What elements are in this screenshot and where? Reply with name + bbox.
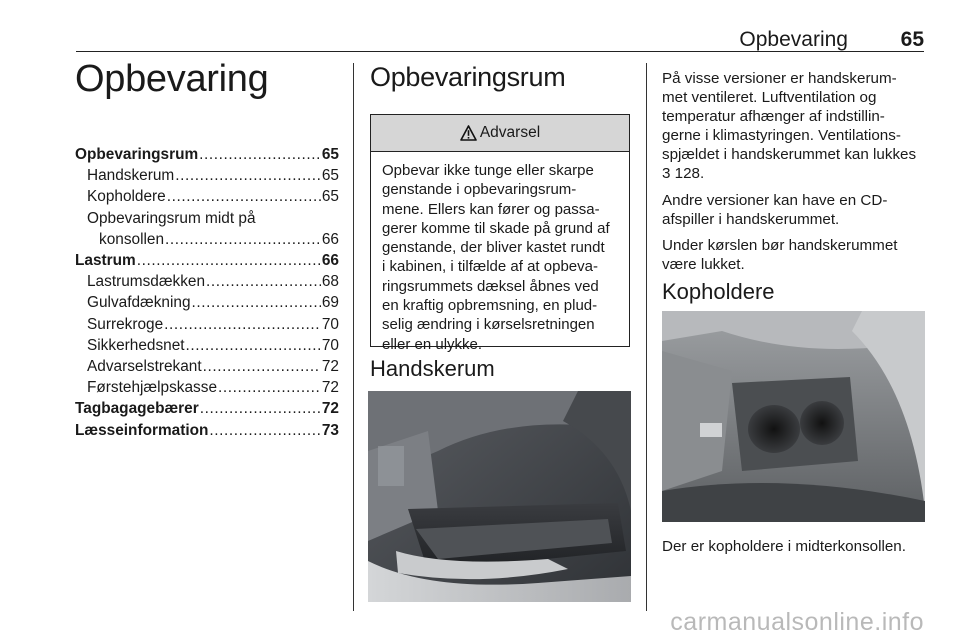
body-line: Under kørslen bør handskerummet <box>662 236 898 254</box>
toc-entry-label: Handskerum <box>87 167 175 185</box>
body-line: være lukket. <box>662 255 745 273</box>
toc-leader-dots <box>167 186 321 207</box>
body-line: met ventileret. Luftventilation og <box>662 89 877 107</box>
toc-entry-page: 65 <box>321 167 339 185</box>
warning-text-line: i kabinen, i tilfælde af at opbeva- <box>382 258 598 276</box>
column-divider-right <box>646 63 647 611</box>
toc-entry[interactable] <box>75 208 339 229</box>
toc-entry-page: 70 <box>321 336 339 354</box>
toc-entry-label: Førstehjælpskasse <box>87 379 218 397</box>
body-line: afspiller i handskerummet. <box>662 210 840 228</box>
toc-entry-label: Tagbagagebærer <box>75 400 199 418</box>
toc-leader-dots <box>137 250 321 271</box>
warning-title: Advarsel <box>479 124 541 141</box>
chapter-title: Opbevaring <box>75 58 269 100</box>
cupholder-photo <box>662 311 925 522</box>
body-line: gerne i klimastyringen. Ventilations- <box>662 127 901 145</box>
toc-leader-dots <box>206 271 321 292</box>
body-paragraph <box>662 236 924 274</box>
glovebox-photo <box>368 391 631 602</box>
toc-entry-label: Læsseinformation <box>75 421 209 439</box>
toc-leader-dots <box>203 356 321 377</box>
warning-text-line: eller en ulykke. <box>382 335 483 353</box>
toc-entry[interactable] <box>75 144 339 165</box>
toc-entry-page: 66 <box>321 230 339 248</box>
warning-box <box>370 114 630 353</box>
toc-entry[interactable] <box>75 165 339 186</box>
toc-entry-page: 73 <box>321 421 339 439</box>
page-number: 65 <box>900 28 924 51</box>
warning-text-line: Opbevar ikke tunge eller skarpe <box>382 162 594 179</box>
toc-entry[interactable] <box>75 292 339 313</box>
toc-entry-label: Surrekroge <box>87 315 164 333</box>
toc-entry-label: Advarselstrekant <box>87 358 202 376</box>
warning-text <box>371 152 629 354</box>
watermark: carmanualsonline.info <box>670 608 924 636</box>
toc-leader-dots <box>200 398 321 419</box>
toc-leader-dots <box>209 420 320 441</box>
toc-entry-label: Opbevaringsrum midt på <box>87 209 256 227</box>
column-divider-left <box>353 63 354 611</box>
warning-header <box>371 115 629 152</box>
toc-entry[interactable] <box>75 250 339 271</box>
body-line: 3 128. <box>662 165 705 183</box>
toc-entry[interactable] <box>75 420 339 441</box>
body-line: spjældet i handskerummet kan lukkes <box>662 146 917 164</box>
warning-text-line: genstande i opbevaringsrum- <box>382 181 577 199</box>
toc-entry-label: Lastrum <box>75 252 136 270</box>
toc-entry-page: 70 <box>321 315 339 333</box>
body-line: På visse versioner er handskerum- <box>662 70 897 87</box>
cupholder-heading: Kopholdere <box>662 279 775 304</box>
toc-entry[interactable] <box>75 186 339 207</box>
toc-entry[interactable] <box>75 335 339 356</box>
toc-entry-page: 66 <box>321 252 339 270</box>
toc-entry[interactable] <box>75 271 339 292</box>
toc-entry[interactable] <box>75 314 339 335</box>
toc-leader-dots <box>218 377 321 398</box>
toc-entry[interactable] <box>75 356 339 377</box>
running-head <box>0 24 924 54</box>
toc-entry-page: 68 <box>321 273 339 291</box>
toc-leader-dots <box>164 314 321 335</box>
toc-entry-label: Lastrumsdækken <box>87 273 206 291</box>
table-of-contents <box>75 144 339 441</box>
toc-entry-label: Opbevaringsrum <box>75 146 199 163</box>
toc-entry-label: Sikkerhedsnet <box>87 336 185 354</box>
header-rule <box>76 51 924 52</box>
toc-leader-dots <box>186 335 321 356</box>
body-line: temperatur afhænger af indstillin- <box>662 108 885 126</box>
toc-entry-label: Kopholdere <box>87 188 166 206</box>
toc-entry-page: 72 <box>321 400 339 418</box>
toc-entry-page: 69 <box>321 294 339 312</box>
body-paragraph <box>662 191 924 229</box>
toc-entry-page: 72 <box>321 358 339 376</box>
toc-entry-label: konsollen <box>99 230 165 248</box>
warning-text-line: genstande, der bliver kastet rundt <box>382 239 605 257</box>
toc-entry[interactable] <box>75 377 339 398</box>
body-line: Andre versioner kan have en CD- <box>662 191 888 209</box>
section-title: Opbevaringsrum <box>370 62 566 92</box>
warning-text-line: en kraftig opbremsning, en plud- <box>382 297 598 315</box>
warning-text-line: mene. Ellers kan fører og passa- <box>382 200 600 218</box>
toc-entry-label: Gulvafdækning <box>87 294 191 312</box>
warning-text-line: gerer komme til skade på grund af <box>382 219 610 237</box>
toc-leader-dots <box>175 165 321 186</box>
toc-entry-page: 65 <box>321 188 339 206</box>
toc-entry[interactable] <box>75 398 339 419</box>
toc-leader-dots <box>165 229 321 250</box>
warning-text-line: ringsrummets dæksel åbnes ved <box>382 277 599 295</box>
cupholder-caption: Der er kopholdere i midterkonsollen. <box>662 538 906 555</box>
toc-entry-page: 72 <box>321 379 339 397</box>
glovebox-description <box>662 69 924 281</box>
toc-entry-page: 65 <box>321 146 339 163</box>
toc-leader-dots <box>199 144 321 165</box>
glovebox-heading: Handskerum <box>370 356 495 381</box>
toc-leader-dots <box>192 292 321 313</box>
body-paragraph <box>662 69 924 184</box>
warning-text-line: selig ændring i kørselsretningen <box>382 316 595 334</box>
warning-triangle-icon <box>460 125 477 141</box>
toc-entry[interactable] <box>75 229 339 250</box>
running-head-title: Opbevaring <box>739 28 848 51</box>
